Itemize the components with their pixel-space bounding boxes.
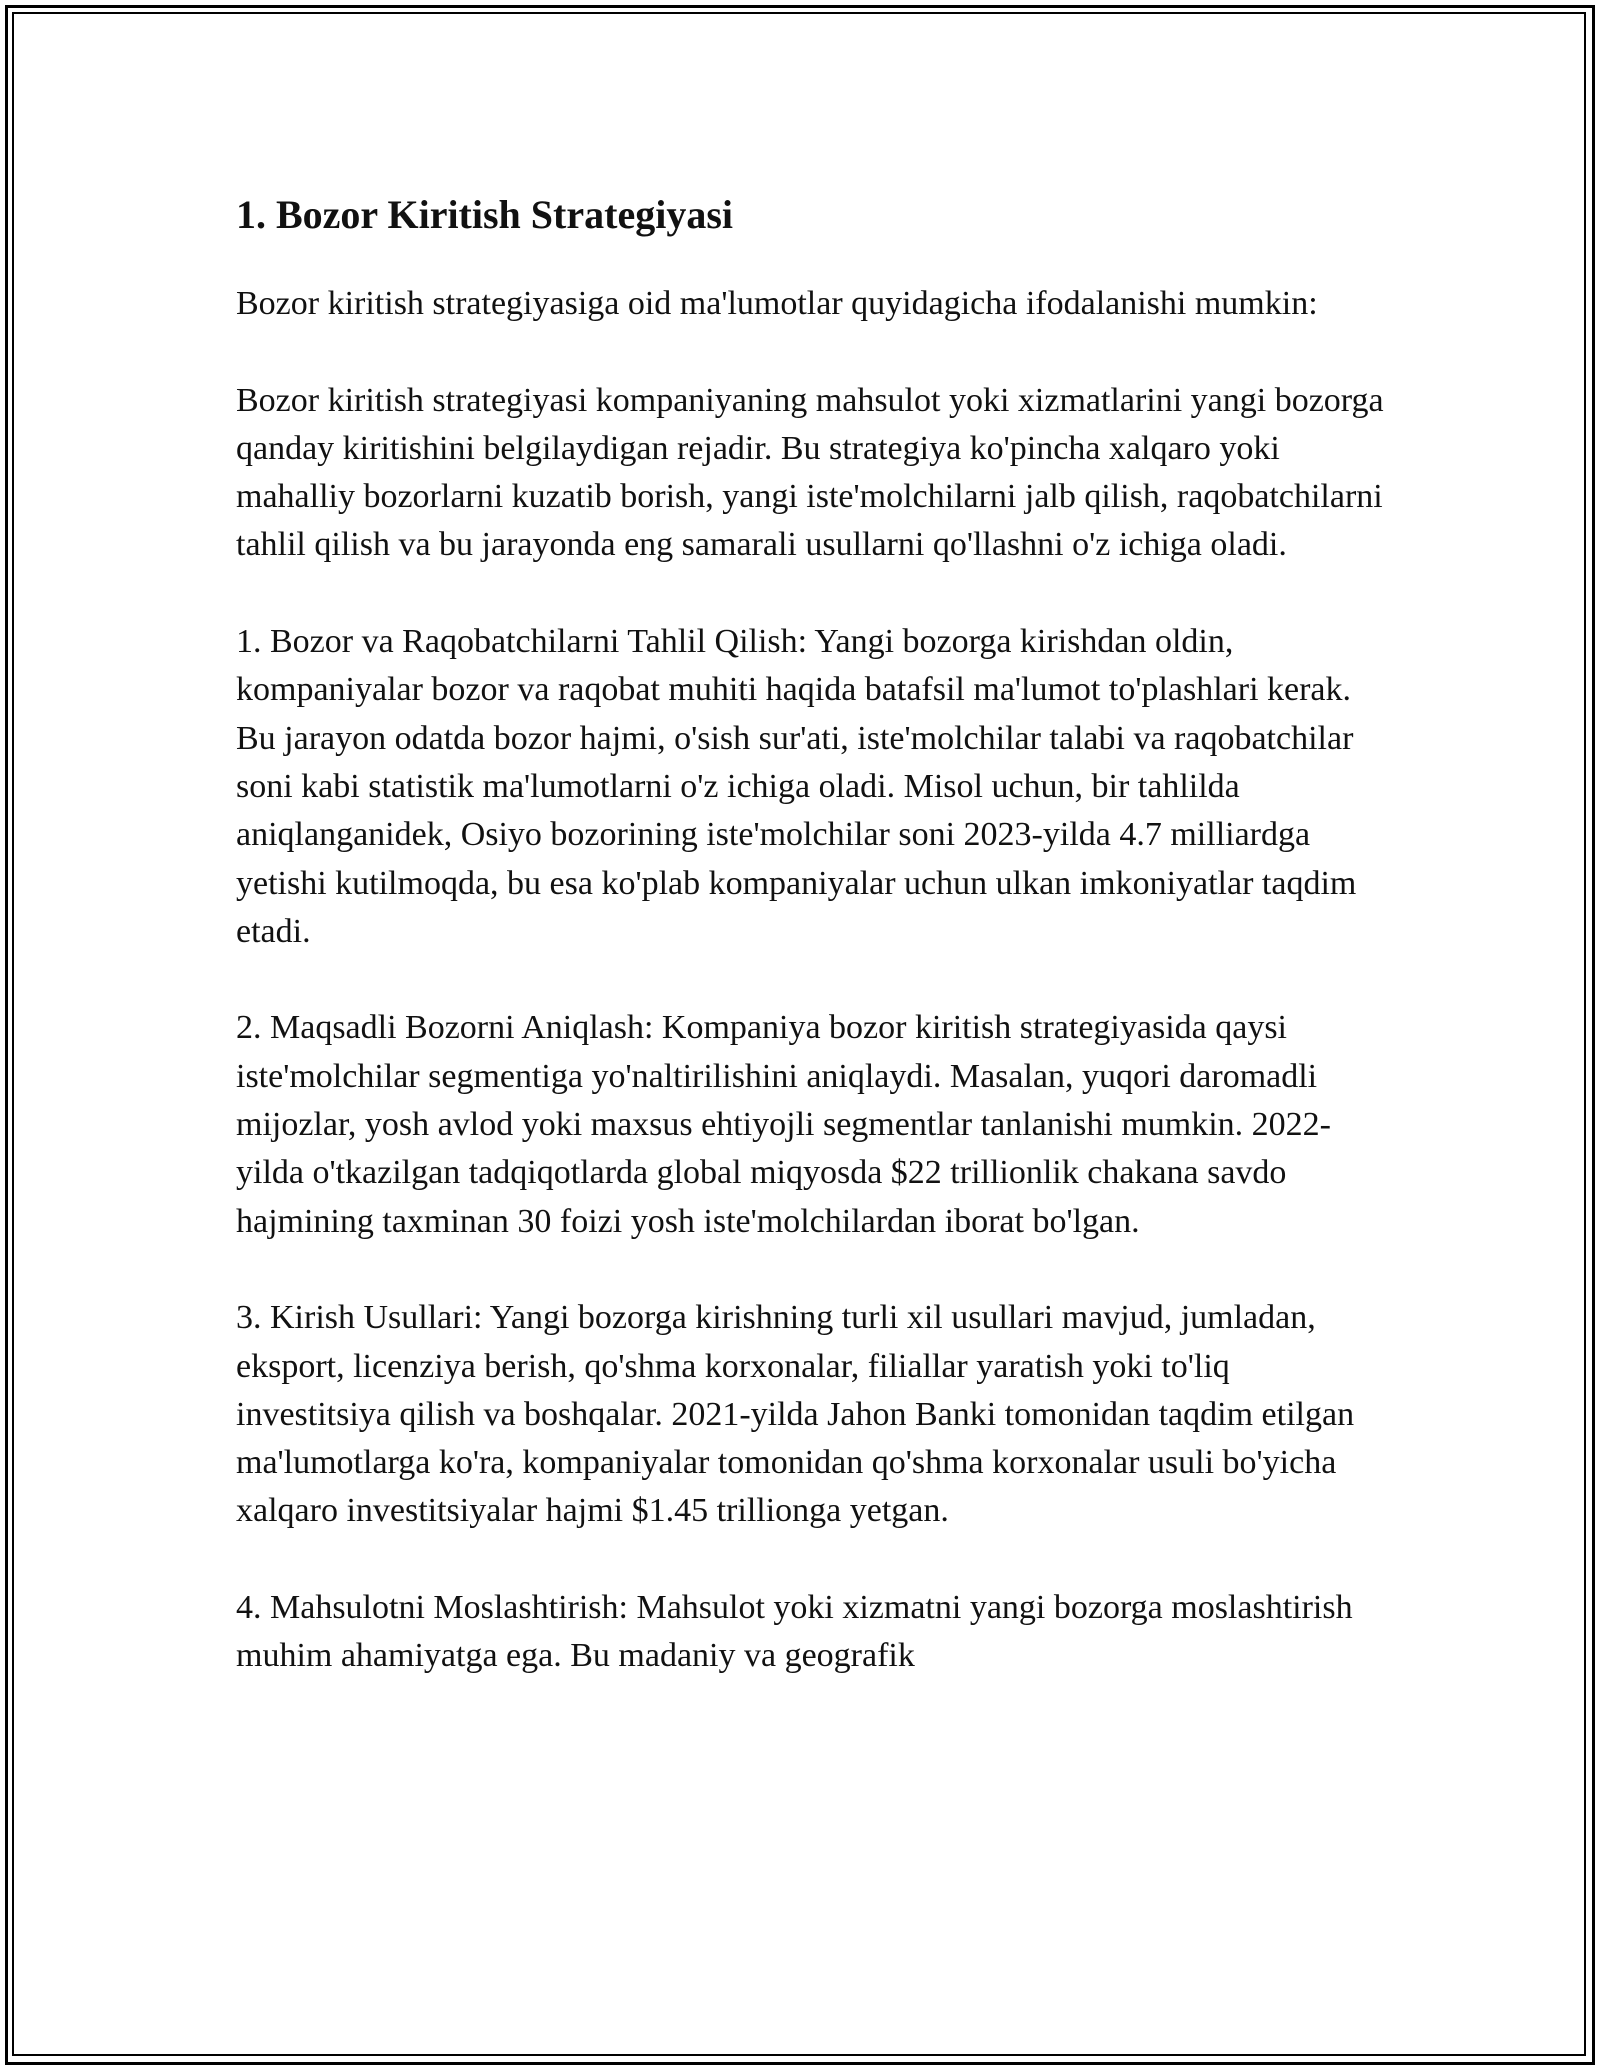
intro-paragraph: Bozor kiritish strategiyasiga oid ma'lumotlar quyidagicha ifodalanishi mumkin: bbox=[236, 285, 1318, 322]
definition-paragraph: Bozor kiritish strategiyasi kompaniyaning mahsulot yoki xizmatlarini yangi bozorga qanday kiritishini belgilaydigan rejadir. Bu strategiya ko'pincha xalqaro yoki mahalliy bozorlarni kuzatib borish, yangi iste'molchilarni jalb qilish, raqobatchilarni tahlil qilish va bu jarayonda eng samarali usullarni qo'llashni o'z ichiga oladi. bbox=[236, 381, 1384, 564]
document-body bbox=[236, 186, 1386, 1729]
section-heading: 1. Bozor Kiritish Strategiyasi bbox=[236, 192, 733, 237]
point-2-paragraph: 2. Maqsadli Bozorni Aniqlash: Kompaniya bozor kiritish strategiyasida qaysi iste'molchilar segmentiga yo'naltirilishini aniqlaydi. Masalan, yuqori daromadli mijozlar, yosh avlod yoki maxsus ehtiyojli segmentlar tanlanishi mumkin. 2022-yilda o'tkazilgan tadqiqotlarda global miqyosda $22 trillionlik chakana savdo hajmining taxminan 30 foizi yosh iste'molchilardan iborat bo'lgan. bbox=[236, 1009, 1331, 1240]
point-3-paragraph: 3. Kirish Usullari: Yangi bozorga kirishning turli xil usullari mavjud, jumladan, eksport, licenziya berish, qo'shma korxonalar, filiallar yaratish yoki to'liq investitsiya qilish va boshqalar. 2021-yilda Jahon Banki tomonidan taqdim etilgan ma'lumotlarga ko'ra, kompaniyalar tomonidan qo'shma korxonalar usuli bo'yicha xalqaro investitsiyalar hajmi $1.45 trillionga yetgan. bbox=[236, 1299, 1355, 1530]
point-4-paragraph: 4. Mahsulotni Moslashtirish: Mahsulot yoki xizmatni yangi bozorga moslashtirish muhim ahamiyatga ega. Bu madaniy va geografik bbox=[236, 1589, 1353, 1675]
point-1-paragraph: 1. Bozor va Raqobatchilarni Tahlil Qilish: Yangi bozorga kirishdan oldin, kompaniyalar bozor va raqobat muhiti haqida batafsil ma'lumot to'plashlari kerak. Bu jarayon odatda bozor hajmi, o'sish sur'ati, iste'molchilar talabi va raqobatchilar soni kabi statistik ma'lumotlarni o'z ichiga oladi. Misol uchun, bir tahlilda aniqlanganidek, Osiyo bozorining iste'molchilar soni 2023-yilda 4.7 milliardga yetishi kutilmoqda, bu esa ko'plab kompaniyalar uchun ulkan imkoniyatlar taqdim etadi. bbox=[236, 623, 1357, 950]
